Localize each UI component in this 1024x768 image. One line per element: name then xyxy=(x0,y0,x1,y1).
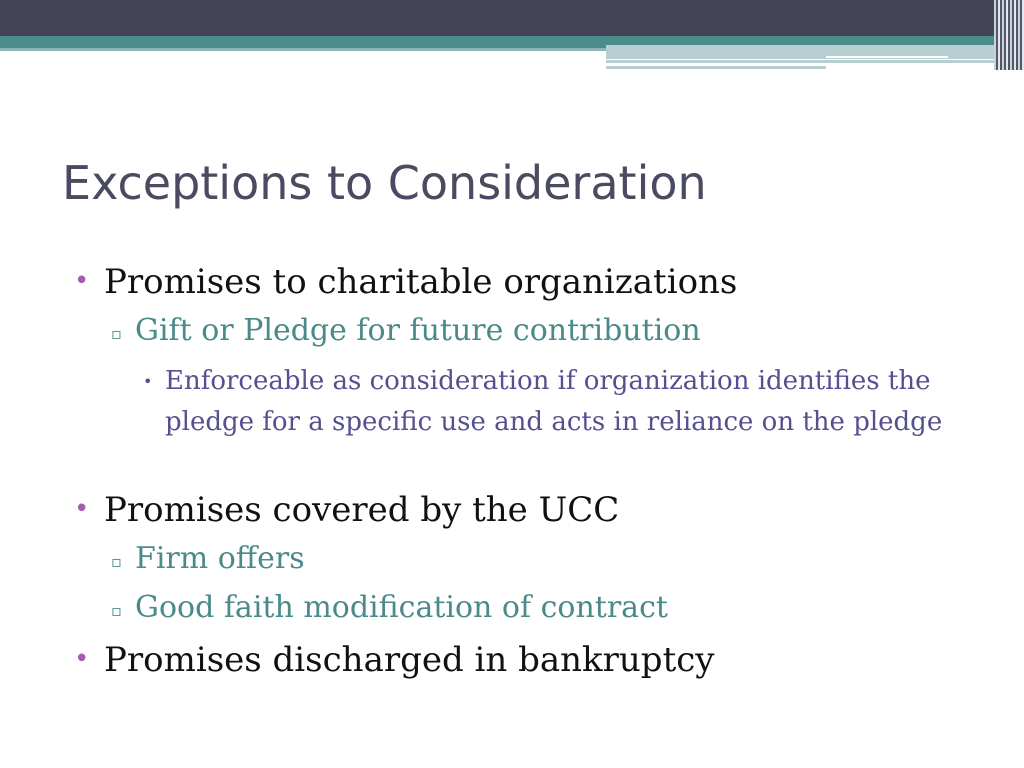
bullet-item xyxy=(74,490,620,530)
sub-bullet-marker: ▫ xyxy=(111,324,122,343)
sub-bullet-item xyxy=(111,541,305,576)
sub-bullet-marker: ▫ xyxy=(111,601,122,620)
sub-bullet-text: Good faith modification of contract xyxy=(135,590,668,625)
sub-bullet-marker: ▫ xyxy=(111,552,122,571)
bullet-text: Promises discharged in bankruptcy xyxy=(104,640,715,680)
bullet-text: Promises covered by the UCC xyxy=(104,490,620,530)
bullet-text: Promises to charitable organizations xyxy=(104,262,738,302)
bullet-marker: • xyxy=(74,494,90,524)
sub-sub-bullet-marker: • xyxy=(143,372,153,391)
bullet-marker: • xyxy=(74,644,90,674)
bullet-item xyxy=(74,262,738,302)
sub-bullet-item xyxy=(111,590,668,625)
sub-sub-bullet-item xyxy=(143,361,945,443)
sub-bullet-text: Firm offers xyxy=(135,541,305,576)
bullet-item xyxy=(74,640,715,680)
sub-bullet-item xyxy=(111,313,701,348)
bullet-marker: • xyxy=(74,266,90,296)
sub-sub-bullet-text: Enforceable as consideration if organization identifies the pledge for a specific use and acts in reliance on the pledge xyxy=(165,366,943,437)
sub-bullet-text: Gift or Pledge for future contribution xyxy=(135,313,701,348)
slide-title: Exceptions to Consideration xyxy=(62,156,707,210)
